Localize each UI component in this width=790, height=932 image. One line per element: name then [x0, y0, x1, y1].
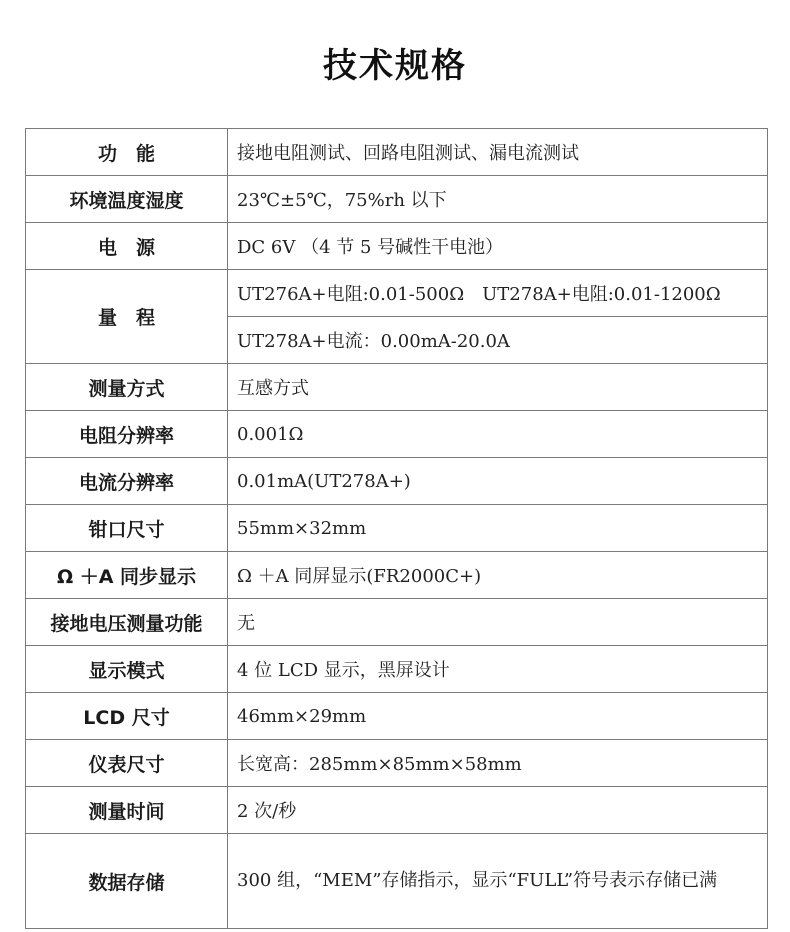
table-row [26, 693, 768, 740]
table-row [26, 787, 768, 834]
row-label: 测量时间 [26, 787, 228, 834]
table-row [26, 834, 768, 929]
spec-table [25, 128, 768, 929]
row-label: 钳口尺寸 [26, 505, 228, 552]
row-value: 46mm×29mm [228, 693, 768, 740]
table-row [26, 599, 768, 646]
table-row [26, 646, 768, 693]
page-title: 技术规格 [323, 46, 467, 86]
row-label: 数据存储 [26, 834, 228, 929]
row-value: UT278A+电流：0.00mA-20.0A [228, 317, 768, 364]
table-row [26, 505, 768, 552]
row-value: 2 次/秒 [228, 787, 768, 834]
row-label: 量 程 [26, 270, 228, 364]
table-row [26, 364, 768, 411]
row-label: 接地电压测量功能 [26, 599, 228, 646]
table-row [26, 129, 768, 176]
row-label: Ω ＋A 同步显示 [26, 552, 228, 599]
row-label: 功 能 [26, 129, 228, 176]
row-value: 55mm×32mm [228, 505, 768, 552]
row-value: 4 位 LCD 显示，黑屏设计 [228, 646, 768, 693]
row-value: UT276A+电阻:0.01-500Ω UT278A+电阻:0.01-1200Ω [228, 270, 768, 317]
row-value: 0.001Ω [228, 411, 768, 458]
row-value: DC 6V （4 节 5 号碱性干电池） [228, 223, 768, 270]
table-row [26, 176, 768, 223]
row-label: LCD 尺寸 [26, 693, 228, 740]
row-value: 长宽高：285mm×85mm×58mm [228, 740, 768, 787]
row-value: 23℃±5℃，75%rh 以下 [228, 176, 768, 223]
row-label: 仪表尺寸 [26, 740, 228, 787]
row-label: 电流分辨率 [26, 458, 228, 505]
row-value: 0.01mA(UT278A+) [228, 458, 768, 505]
row-label: 电阻分辨率 [26, 411, 228, 458]
row-label: 显示模式 [26, 646, 228, 693]
table-row [26, 458, 768, 505]
table-row [26, 270, 768, 317]
row-label: 电 源 [26, 223, 228, 270]
table-row [26, 223, 768, 270]
row-value: 互感方式 [228, 364, 768, 411]
row-value: Ω ＋A 同屏显示(FR2000C+) [228, 552, 768, 599]
row-label: 环境温度湿度 [26, 176, 228, 223]
table-row [26, 411, 768, 458]
row-value: 无 [228, 599, 768, 646]
row-value: 300 组，“MEM”存储指示，显示“FULL”符号表示存储已满 [228, 834, 768, 929]
table-row [26, 552, 768, 599]
table-row [26, 740, 768, 787]
row-label: 测量方式 [26, 364, 228, 411]
row-value: 接地电阻测试、回路电阻测试、漏电流测试 [228, 129, 768, 176]
